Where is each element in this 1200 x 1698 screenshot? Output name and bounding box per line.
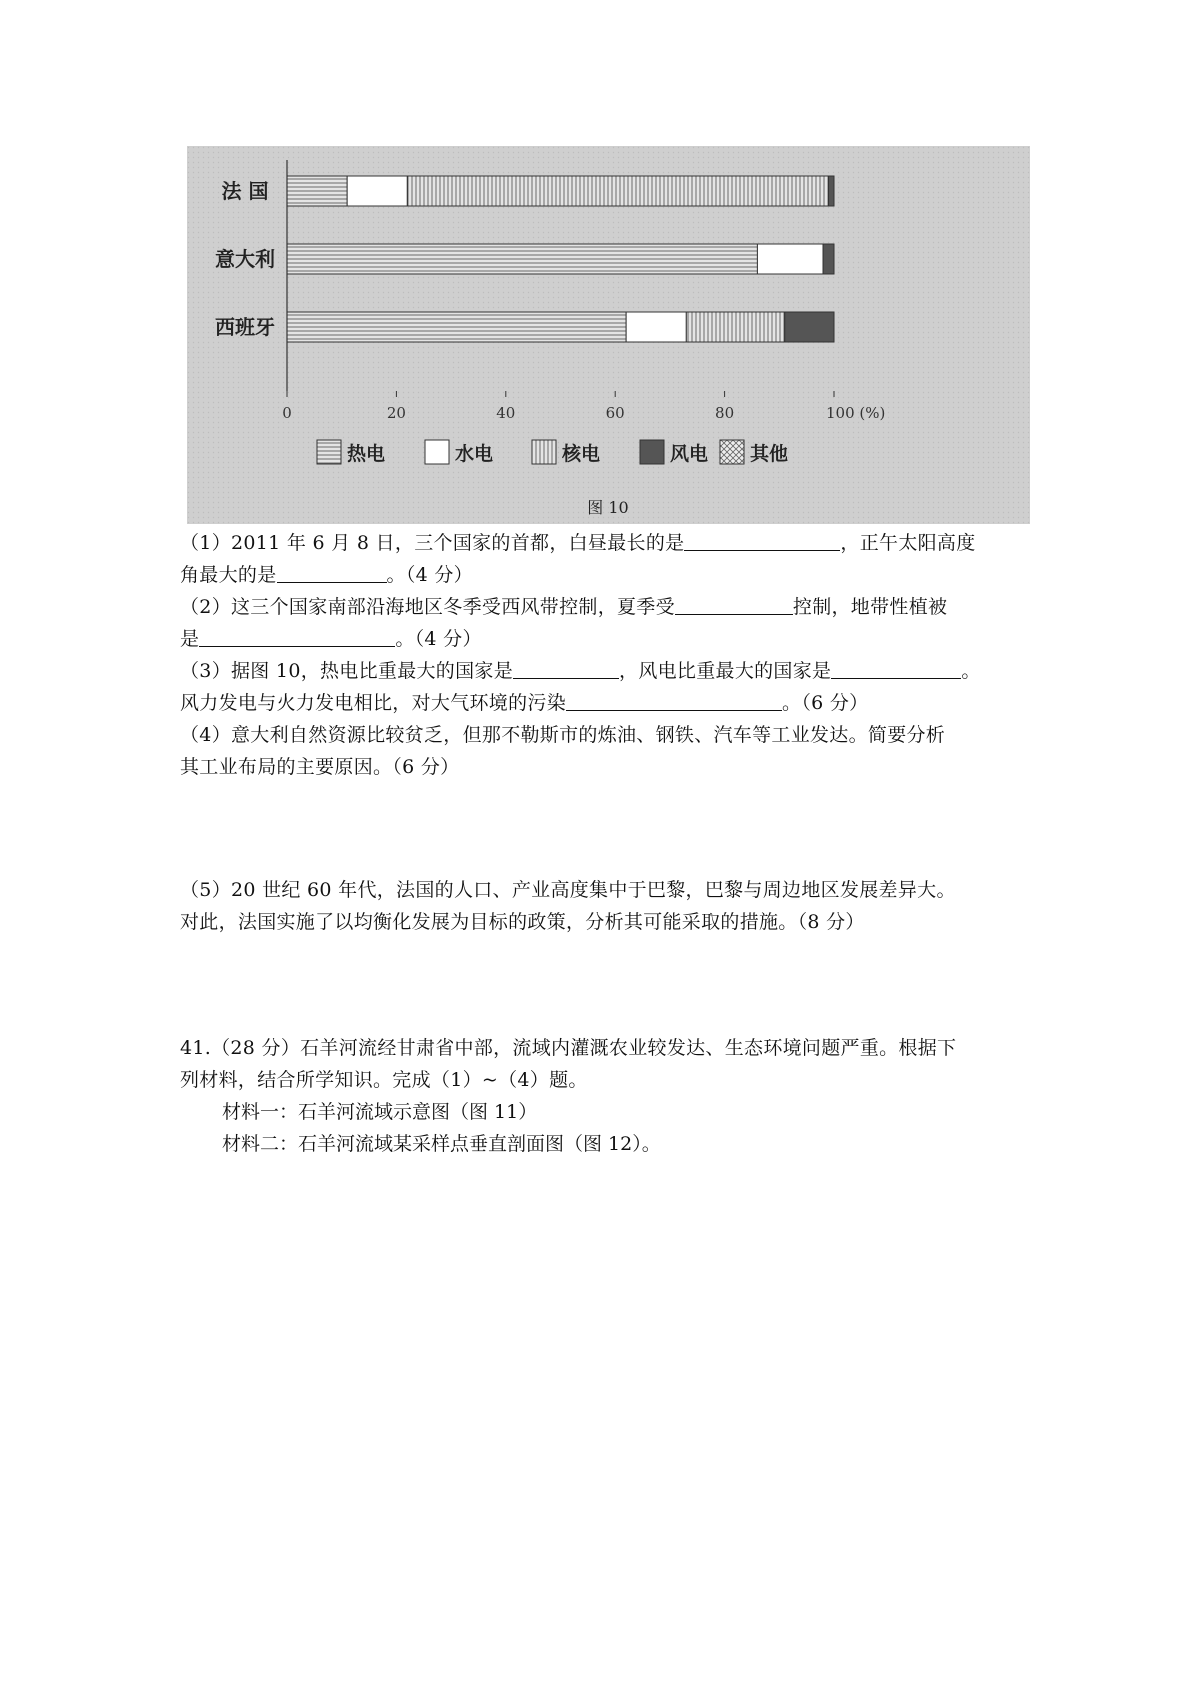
bar-segment xyxy=(785,312,834,342)
q3-text: 。 xyxy=(961,660,981,682)
q3-blank-3[interactable] xyxy=(566,688,782,711)
q1-text: ，正午太阳高度 xyxy=(840,532,976,554)
q5-line-2: 对此，法国实施了以均衡化发展为目标的政策，分析其可能采取的措施。（8 分） xyxy=(180,911,865,933)
q41-line-1: 41.（28 分）石羊河流经甘肃省中部，流域内灌溉农业较发达、生态环境问题严重。根据下 xyxy=(180,1037,957,1059)
category-label: 法 国 xyxy=(221,179,269,203)
q1-blank-2[interactable] xyxy=(277,560,387,583)
q3-text: 风力发电与火力发电相比，对大气环境的污染 xyxy=(180,692,567,714)
q3-blank-1[interactable] xyxy=(513,656,619,679)
bar-segment xyxy=(686,312,784,342)
bar-segment xyxy=(407,176,828,206)
legend-label: 水电 xyxy=(455,443,494,465)
legend-label: 核电 xyxy=(562,443,601,465)
q2-text: 控制，地带性植被 xyxy=(792,596,948,618)
bar-segment xyxy=(287,176,347,206)
x-tick-label: 40 xyxy=(496,404,516,422)
q3-blank-2[interactable] xyxy=(831,656,961,679)
q3-text: 。（6 分） xyxy=(782,692,869,714)
question-5 xyxy=(180,874,1030,938)
figure-caption: 图 10 xyxy=(587,498,629,517)
legend-swatch xyxy=(720,440,744,464)
bar-segment xyxy=(829,176,834,206)
material-2: 材料二：石羊河流域某采样点垂直剖面图（图 12）。 xyxy=(222,1133,661,1155)
q3-text: （3）据图 10，热电比重最大的国家是 xyxy=(180,660,514,682)
q2-blank-2[interactable] xyxy=(199,624,395,647)
q2-text: 。（4 分） xyxy=(395,628,482,650)
question-3 xyxy=(180,655,1030,719)
q1-blank-1[interactable] xyxy=(684,528,840,551)
q2-blank-1[interactable] xyxy=(675,592,793,615)
material-1: 材料一：石羊河流域示意图（图 11） xyxy=(222,1101,538,1123)
bar-segment xyxy=(287,312,626,342)
bar-segment xyxy=(347,176,407,206)
legend-swatch xyxy=(532,440,556,464)
q3-text: ，风电比重最大的国家是 xyxy=(619,660,832,682)
x-tick-label: 20 xyxy=(386,404,406,422)
x-tick-label: 0 xyxy=(282,404,292,422)
category-label: 意大利 xyxy=(215,247,275,271)
legend-swatch xyxy=(640,440,664,464)
q4-line-1: （4）意大利自然资源比较贫乏，但那不勒斯市的炼油、钢铁、汽车等工业发达。简要分析 xyxy=(180,724,946,746)
question-4 xyxy=(180,719,1030,783)
legend-label: 其他 xyxy=(750,443,789,465)
x-tick-label: 100 (%) xyxy=(826,404,886,422)
legend-swatch xyxy=(317,440,341,464)
bar-segment xyxy=(757,244,823,274)
q5-line-1: （5）20 世纪 60 年代，法国的人口、产业高度集中于巴黎，巴黎与周边地区发展差异大。 xyxy=(180,879,956,901)
question-2 xyxy=(180,591,1030,655)
bar-segment xyxy=(626,312,686,342)
category-label: 西班牙 xyxy=(215,315,275,339)
q1-text: （1）2011 年 6 月 8 日，三个国家的首都，白昼最长的是 xyxy=(180,532,685,554)
x-tick-label: 60 xyxy=(605,404,625,422)
q4-line-2: 其工业布局的主要原因。（6 分） xyxy=(180,756,460,778)
figure-10 xyxy=(187,146,1030,524)
energy-mix-chart xyxy=(187,146,1030,524)
bar-segment xyxy=(287,244,757,274)
q2-text: 是 xyxy=(180,628,200,650)
bar-segment xyxy=(823,244,834,274)
q1-text: 。（4 分） xyxy=(386,564,473,586)
q41-line-2: 列材料，结合所学知识。完成（1）~（4）题。 xyxy=(180,1069,588,1091)
x-tick-label: 80 xyxy=(715,404,735,422)
legend-swatch xyxy=(425,440,449,464)
q1-text: 角最大的是 xyxy=(180,564,277,586)
q2-text: （2）这三个国家南部沿海地区冬季受西风带控制，夏季受 xyxy=(180,596,675,618)
legend-label: 热电 xyxy=(347,443,386,465)
question-1 xyxy=(180,527,1030,591)
question-41 xyxy=(180,1032,1030,1096)
legend-label: 风电 xyxy=(670,443,709,465)
